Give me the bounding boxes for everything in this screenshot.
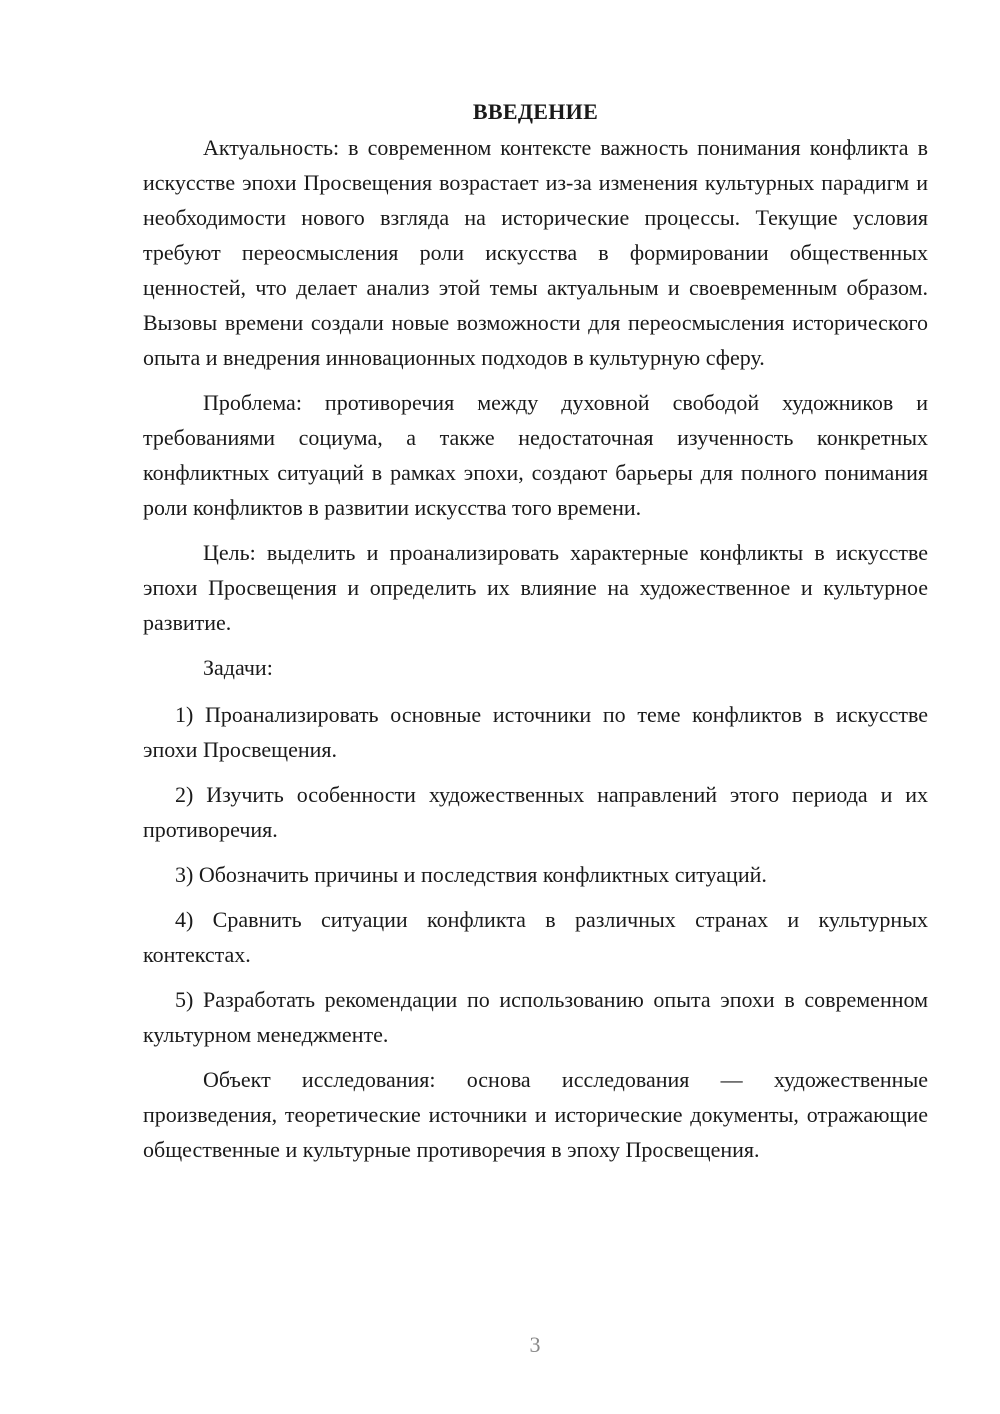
paragraph-goal: Цель: выделить и проанализировать характерные конфликты в искусстве эпохи Просвещения и определить их влияние на художественное и культурное развитие. [143, 540, 928, 635]
paragraph-problem: Проблема: противоречия между духовной свободой художников и требованиями социума, а также недостаточная изученность конкретных конфликтных ситуаций в рамках эпохи, создают барьеры для полного понимания роли конфликтов в развитии искусства того времени. [143, 390, 928, 520]
paragraph-object: Объект исследования: основа исследования — художественные произведения, теоретические источники и исторические документы, отражающие общественные и культурные противоречия в эпоху Просвещения. [143, 1067, 928, 1162]
task-item-4: 4) Сравнить ситуации конфликта в различных странах и культурных контекстах. [143, 907, 928, 967]
page-number: 3 [529, 1332, 541, 1357]
task-item-1: 1) Проанализировать основные источники по теме конфликтов в искусстве эпохи Просвещения. [143, 702, 928, 762]
task-item-2: 2) Изучить особенности художественных направлений этого периода и их противоречия. [143, 782, 928, 842]
task-item-3: 3) Обозначить причины и последствия конфликтных ситуаций. [175, 862, 767, 887]
task-item-5: 5) Разработать рекомендации по использованию опыта эпохи в современном культурном менеджменте. [143, 987, 928, 1047]
section-title: ВВЕДЕНИЕ [472, 99, 599, 124]
tasks-label: Задачи: [203, 655, 273, 680]
document-page [143, 94, 928, 1177]
paragraph-relevance: Актуальность: в современном контексте важность понимания конфликта в искусстве эпохи Просвещения возрастает из-за изменения культурных парадигм и необходимости нового взгляда на исторические процессы. Текущие условия требуют переосмысления роли искусства в формировании общественных ценностей, что делает анализ этой темы актуальным и своевременным образом. Вызовы времени создали новые возможности для переосмысления исторического опыта и внедрения инновационных подходов в культурную сферу. [143, 135, 928, 370]
